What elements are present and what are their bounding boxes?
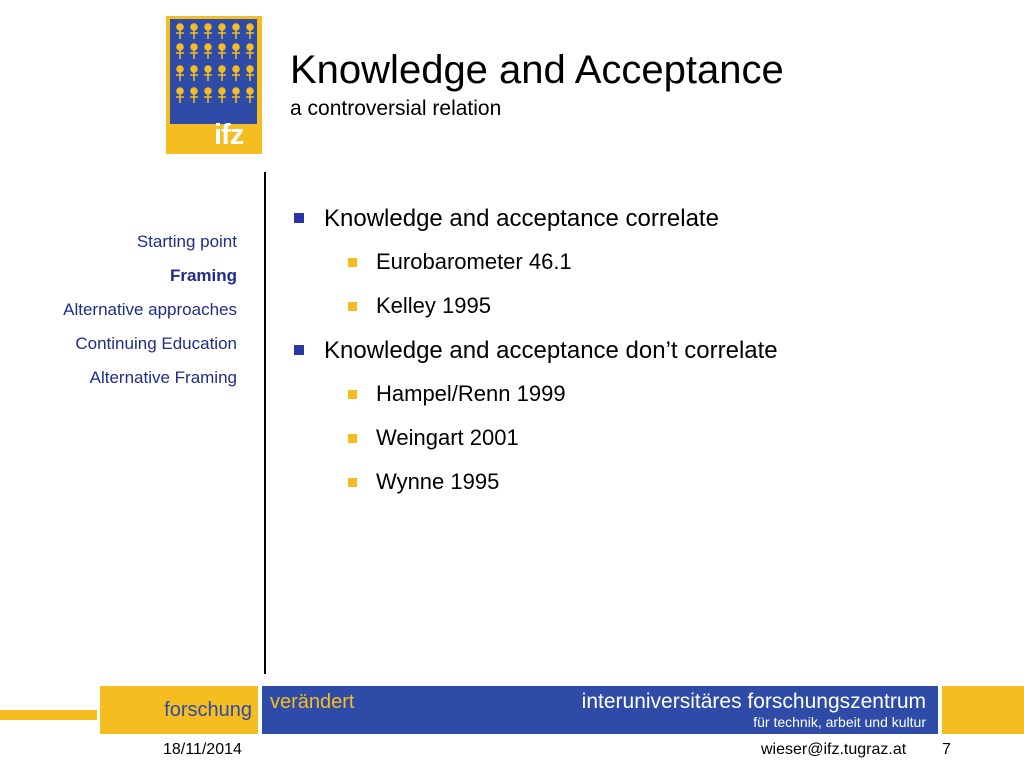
square-bullet-icon: [348, 258, 357, 267]
page-title: Knowledge and Acceptance: [290, 48, 784, 92]
footer-accent-strip: [0, 710, 97, 720]
square-bullet-icon: [348, 390, 357, 399]
page-subtitle: a controversial relation: [290, 97, 502, 120]
nav-item-continuing-education[interactable]: Continuing Education: [75, 334, 237, 353]
footer-veraendert: verändert: [270, 691, 355, 713]
logo-text: ifz: [214, 119, 244, 151]
sub-bullet-text: Weingart 2001: [376, 425, 519, 450]
sub-bullet-item: [290, 380, 990, 408]
square-bullet-icon: [294, 345, 304, 355]
logo-figures-icon: [170, 19, 257, 124]
sub-bullet-text: Eurobarometer 46.1: [376, 249, 572, 274]
page-number: 7: [942, 741, 951, 758]
bullet-text: Knowledge and acceptance don’t correlate: [324, 337, 778, 364]
bullet-text: Knowledge and acceptance correlate: [324, 205, 719, 232]
sub-bullet-item: [290, 292, 990, 320]
footer-accent-block: [942, 686, 1024, 734]
footer-institute-subtitle: für technik, arbeit und kultur: [753, 714, 926, 730]
square-bullet-icon: [348, 434, 357, 443]
bullet-item: [290, 336, 990, 366]
footer-institute-name: interuniversitäres forschungszentrum: [581, 690, 926, 713]
section-nav: [30, 230, 237, 400]
square-bullet-icon: [348, 478, 357, 487]
sub-bullet-item: [290, 248, 990, 276]
footer-date: 18/11/2014: [163, 741, 242, 758]
nav-item-alternative-framing[interactable]: Alternative Framing: [89, 368, 237, 387]
square-bullet-icon: [294, 213, 304, 223]
nav-item-starting-point[interactable]: Starting point: [136, 232, 237, 251]
logo-figures-panel: [170, 19, 257, 124]
bullet-item: [290, 204, 990, 234]
nav-item-alternative-approaches[interactable]: Alternative approaches: [63, 300, 237, 319]
footer-email: wieser@ifz.tugraz.at: [761, 741, 907, 758]
square-bullet-icon: [348, 302, 357, 311]
nav-item-framing[interactable]: Framing: [169, 266, 237, 285]
sub-bullet-text: Hampel/Renn 1999: [376, 381, 566, 406]
sub-bullet-text: Wynne 1995: [376, 469, 500, 494]
sub-bullet-item: [290, 424, 990, 452]
footer-institute-panel: [262, 686, 938, 734]
footer-forschung: forschung: [100, 686, 258, 734]
footer-banner: [0, 686, 1024, 736]
ifz-logo: [166, 16, 262, 154]
bullet-list: [290, 204, 990, 512]
sub-bullet-text: Kelley 1995: [376, 293, 491, 318]
sub-bullet-item: [290, 468, 990, 496]
vertical-divider: [264, 172, 266, 674]
